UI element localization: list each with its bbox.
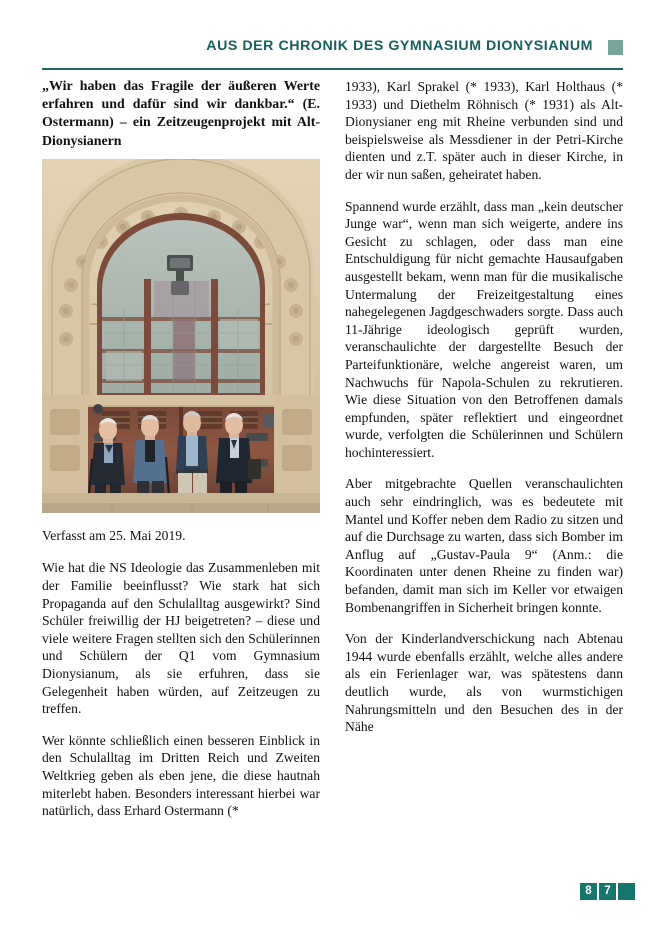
- folio-decoration-square: [618, 883, 635, 900]
- left-column: [42, 78, 320, 820]
- photo-caption: Verfasst am 25. Mai 2019.: [42, 527, 186, 543]
- article-lede: „Wir haben das Fragile der äußeren Werte erfahren und dafür sind wir dankbar.“ (E. Ostermann) – ein Zeitzeugenprojekt mit Alt-Dionysianern: [42, 79, 320, 149]
- right-paragraph-2: Spannend wurde erzählt, dass man „kein deutscher Junge war“, wenn man sich weigerte, andere ins Gesicht zu schlagen, oder dass man eine Entschuldigung für nicht gemachte Hausaufgaben ausgestellt bekam, wenn man für die musikalische Untermalung der Freizeitgestaltung eines nahegelegenen Jagdgeschwaders sorgte. Dass auch 11-Jährige ideologisch geprüft wurden, veranschaulichte der dargestellte Besuch der Parteifunktionäre, welche angereist waren, um Nachwuchs für Napola-Schulen zu rekrutieren. Wie diese Situation von den Betroffenen damals empfunden, später reflektiert und eingeordnet wurde, verfolgten die Schülerinnen und Schülern hochinteressiert.: [345, 198, 623, 460]
- folio-digit-tens: 8: [580, 883, 597, 900]
- article-columns: [42, 78, 623, 898]
- right-paragraph-3: Aber mitgebrachte Quellen veranschaulichten auch sehr eindringlich, was es bedeutete mit Mantel und Koffer neben dem Radio zu sitzen und auf die Durchsage zu warten, dass sich Bomber im Anflug auf „Gustav-Paula 9“ (Anm.: die Koordinaten unter denen Rheine zu finden war) befanden, damit man sich im Keller vor etwaigen Bombenangriffen in Sicherheit bringen konnte.: [345, 476, 623, 615]
- header-divider-rule: [42, 68, 623, 70]
- right-paragraph-1: 1933), Karl Sprakel (* 1933), Karl Holthaus (* 1933) und Diethelm Röhnisch (* 1931) als Alt-Dionysianer eng mit Rheine verbunden sind und beispielsweise als Messdiener in der Petri-Kirche dienten und z.T. später auch in dieser Kirche, in der wir nun saßen, geheiratet haben.: [345, 79, 623, 182]
- running-header: [42, 38, 623, 68]
- left-paragraph-2: Wer könnte schließlich einen besseren Einblick in den Schulalltag im Dritten Reich und Zweiten Weltkrieg geben als eben jene, die diese hautnah miterlebt haben. Besonders interessant hierbei war natürlich, dass Erhard Ostermann (*: [42, 732, 320, 819]
- page-title: AUS DER CHRONIK DES GYMNASIUM DIONYSIANUM: [206, 38, 593, 54]
- right-column: [345, 78, 623, 736]
- article-photo: [42, 159, 320, 513]
- right-paragraph-4: Von der Kinderlandverschickung nach Abtenau 1944 wurde ebenfalls erzählt, welche alles andere als ein Ferienlager war, was spätestens dann deutlich wurde, als von wurmstichigen Nahrungsmitteln und den Besuchen des in der Nähe: [345, 631, 623, 735]
- church-portal-photo-graphic: [42, 159, 320, 513]
- left-paragraph-1: Wie hat die NS Ideologie das Zusammenleben mit der Familie beeinflusst? Wie stark hat sich Propaganda auf den Schulalltag ausgewirkt? Sind Schüler freiwillig der HJ beigetreten? – diese und viele weitere Fragen stellten sich den Schülerinnen und Schülern der Q1 vom Gymnasium Dionysianum, als sie erfuhren, dass sie Gelegenheit haben würden, auf Zeitzeugen zu treffen.: [42, 560, 320, 717]
- folio-digit-ones: 7: [599, 883, 616, 900]
- header-decoration-square: [608, 40, 623, 55]
- page-number-folio: [580, 883, 635, 900]
